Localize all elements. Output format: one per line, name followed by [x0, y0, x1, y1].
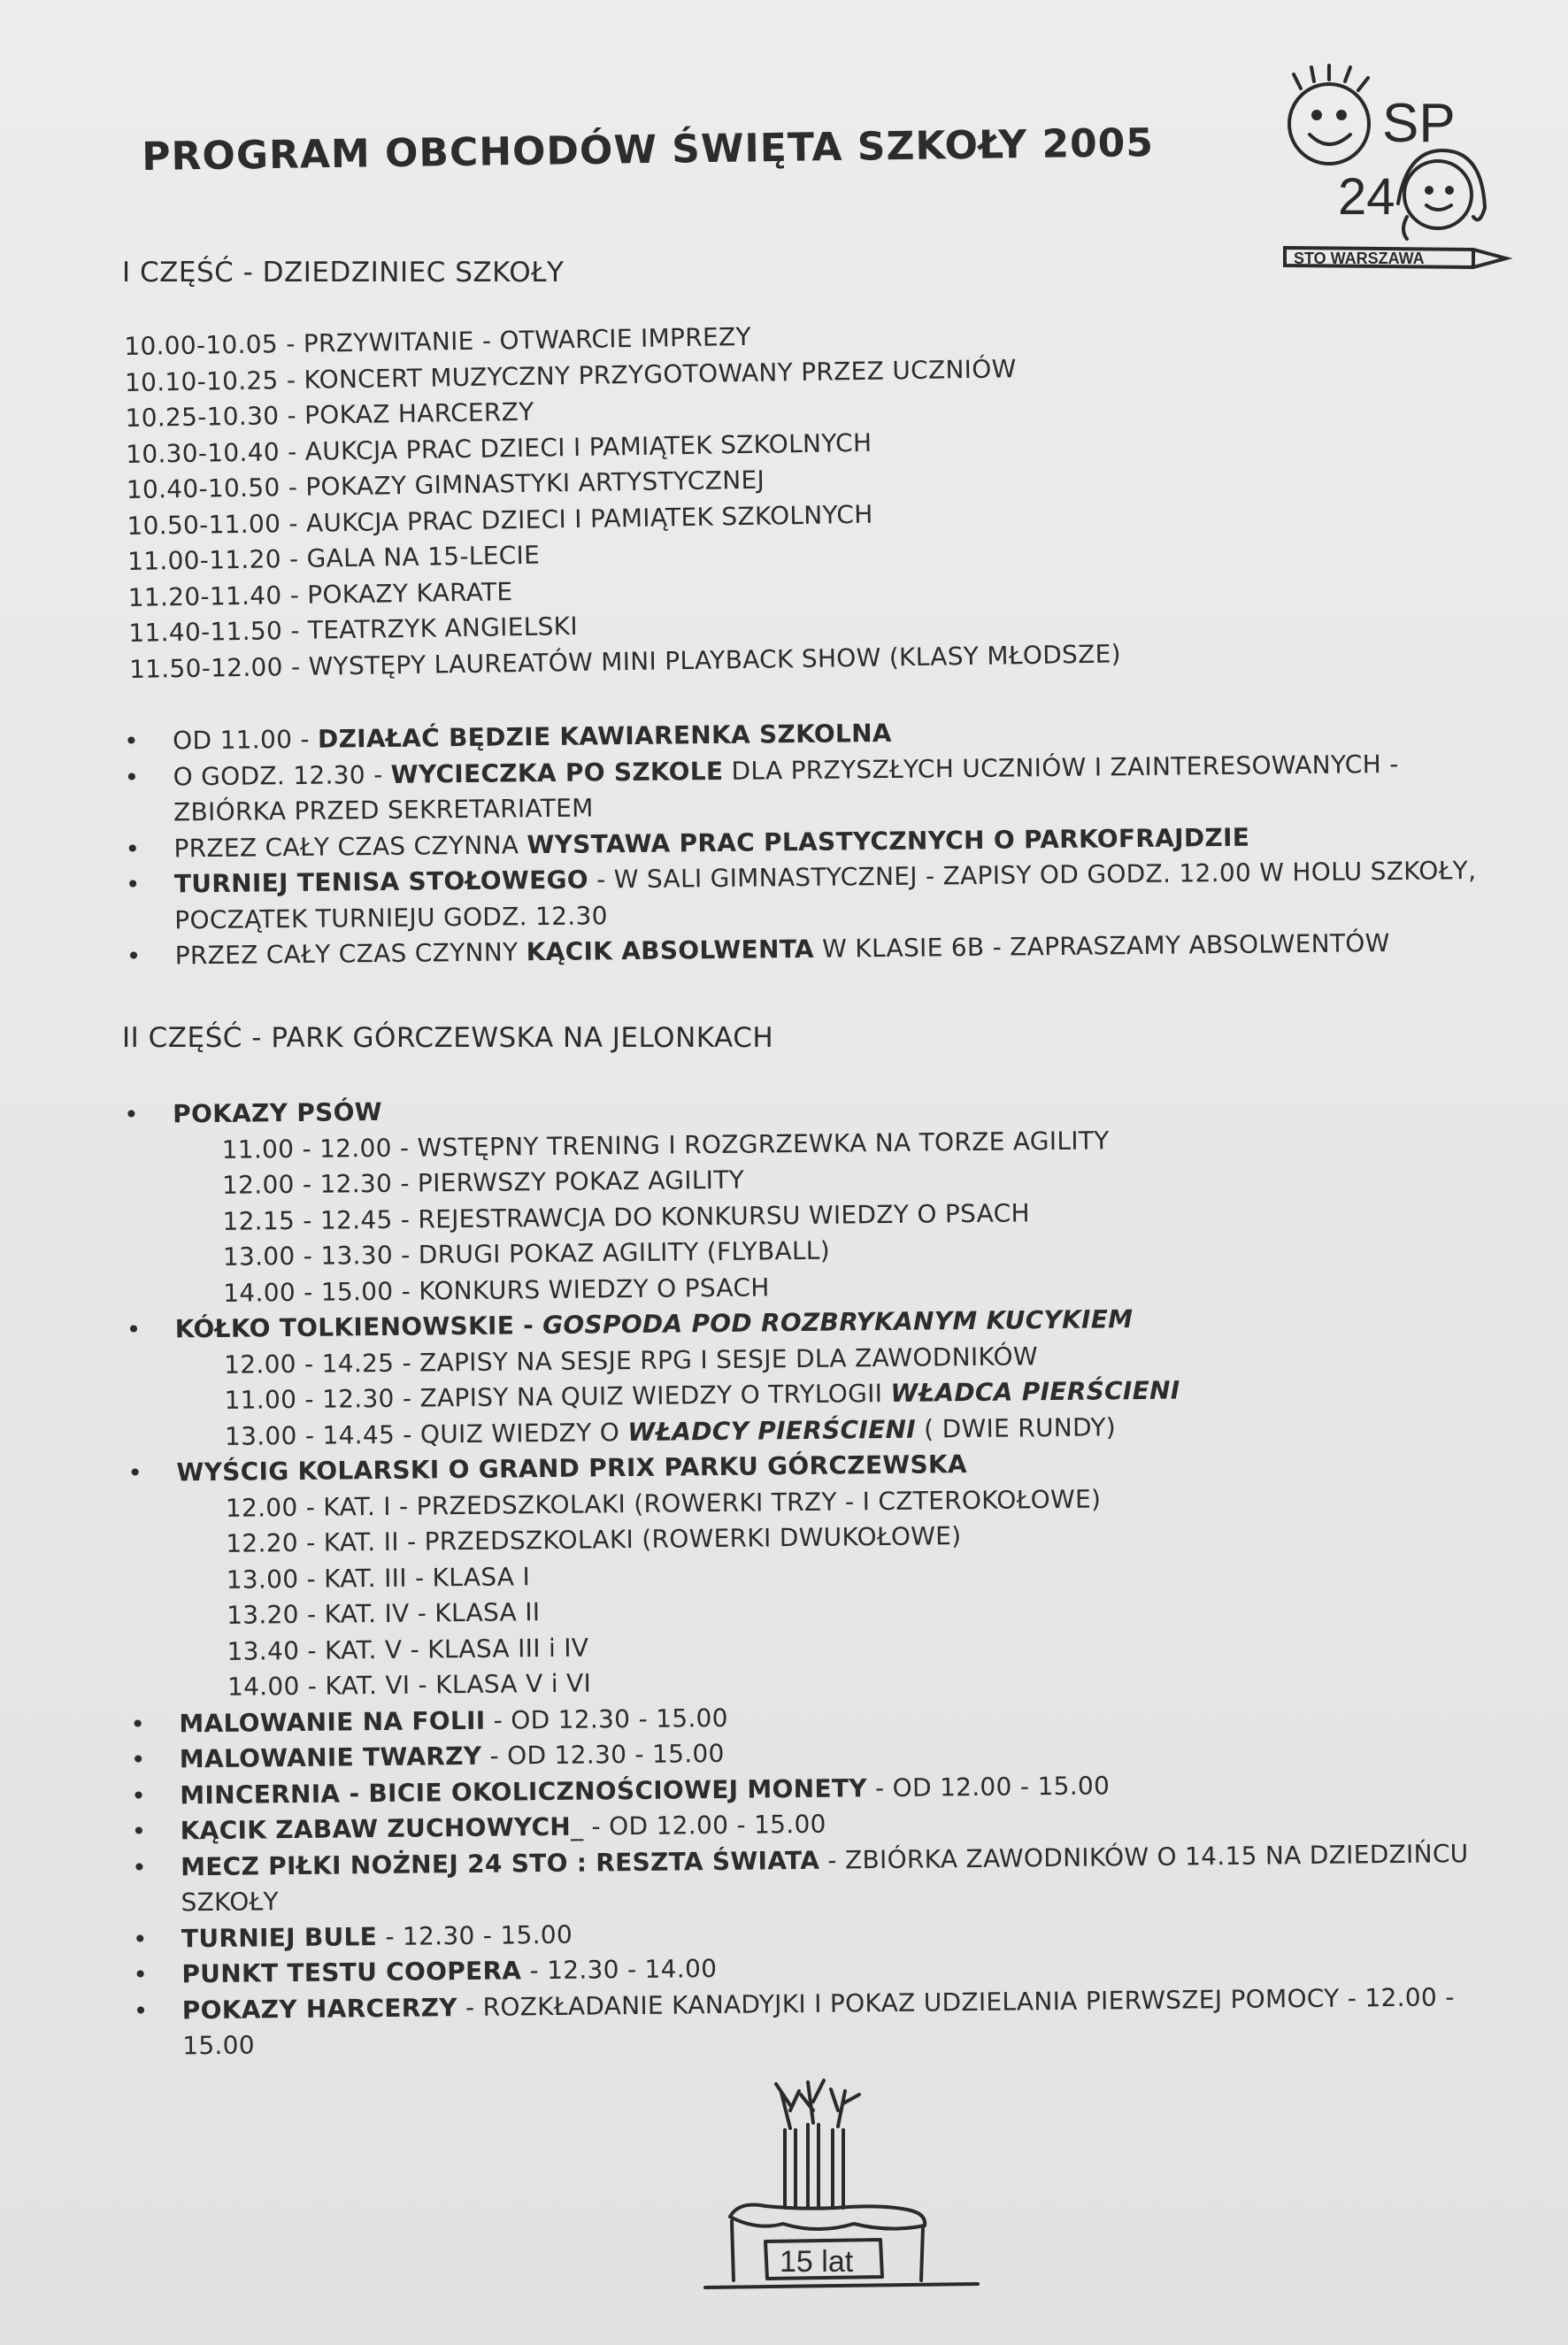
- schedule-row: 10.50-11.00 - AUKCJA PRAC DZIECI I PAMIĄTEK SZKOLNYCH: [127, 499, 873, 541]
- part2-bullet-list: [124, 1083, 1510, 2065]
- list-item: • POKAZY HARCERZY - ROZKŁADANIE KANADYJKI I POKAZ UDZIELANIA PIERWSZEJ POMOCY - 12.00 - 15.00: [134, 1979, 1510, 2064]
- part1-heading: I CZĘŚĆ - DZIEDZINIEC SZKOŁY: [122, 257, 565, 288]
- list-item: • KĄCIK ZABAW ZUCHOWYCH_ - OD 12.00 - 15.00: [131, 1800, 1507, 1850]
- list-item-race: [127, 1442, 1506, 1707]
- race-schedule: [177, 1477, 1506, 1706]
- schedule-row: 14.00 - KAT. VI - KLASA V i VI: [227, 1668, 592, 1702]
- list-item: • O GODZ. 12.30 - WYCIECZKA PO SZKOLE DLA PRZYSZŁYCH UCZNIÓW I ZAINTERESOWANYCH - ZBIÓRKA PRZED SEKRETARIATEM: [124, 745, 1501, 831]
- list-item-dogs: [124, 1083, 1502, 1312]
- schedule-row: 13.00 - KAT. III - KLASA I: [226, 1561, 531, 1595]
- svg-text:24: 24: [1338, 168, 1395, 226]
- schedule-row: 11.50-12.00 - WYSTĘPY LAUREATÓW MINI PLAYBACK SHOW (KLASY MŁODSZE): [128, 638, 1122, 684]
- list-item: • PRZEZ CAŁY CZAS CZYNNA WYSTAWA PRAC PLASTYCZNYCH O PARKOFRAJDZIE: [125, 817, 1501, 867]
- dogs-title: POKAZY PSÓW: [173, 1096, 383, 1129]
- page-title: PROGRAM OBCHODÓW ŚWIĘTA SZKOŁY 2005: [142, 120, 1155, 180]
- schedule-row: 10.30-10.40 - AUKCJA PRAC DZIECI I PAMIĄTEK SZKOLNYCH: [125, 427, 872, 469]
- list-item: • PRZEZ CAŁY CZAS CZYNNY KĄCIK ABSOLWENTA W KLASIE 6B - ZAPRASZAMY ABSOLWENTÓW: [127, 925, 1503, 975]
- schedule-row: 11.40-11.50 - TEATRZYK ANGIELSKI: [128, 611, 579, 648]
- list-item: • MALOWANIE TWARZY - OD 12.30 - 15.00: [131, 1728, 1507, 1779]
- schedule-row: 10.40-10.50 - POKAZY GIMNASTYKI ARTYSTYCZNEJ: [126, 465, 765, 504]
- dogs-schedule: [173, 1119, 1502, 1311]
- birthday-cake-icon: [703, 2075, 987, 2310]
- schedule-row: 13.00 - 14.45 - QUIZ WIEDZY O WŁADCY PIERŚCIENI ( DWIE RUNDY): [224, 1411, 1117, 1451]
- schedule-row: 10.10-10.25 - KONCERT MUZYCZNY PRZYGOTOWANY PRZEZ UCZNIÓW: [124, 353, 1017, 397]
- schedule-row: 13.00 - 13.30 - DRUGI POKAZ AGILITY (FLYBALL): [222, 1235, 831, 1272]
- schedule-row: 12.00 - 12.30 - PIERWSZY POKAZ AGILITY: [221, 1165, 745, 1200]
- list-item: • PUNKT TESTU COOPERA - 12.30 - 14.00: [133, 1943, 1509, 1994]
- schedule-row: 12.15 - 12.45 - REJESTRAWCJA DO KONKURSU WIEDZY O PSACH: [222, 1197, 1030, 1236]
- list-item-tolkien: • KÓŁKO TOLKIENOWSKIE - GOSPODA POD ROZBRYKANYM KUCYKIEM 12.00 - 14.25 - ZAPISY NA SESJE RPG I SESJE DLA ZAWODNIKÓW 11.00 - 12.30 - ZAPISY NA QUIZ WIEDZY O TRYLOGII WŁADCA PIERŚCIENI 13.00 - 14.45 - QUIZ WIEDZY O WŁADCY PIERŚCIENI ( DWIE RUNDY): [127, 1298, 1504, 1456]
- list-item: • MALOWANIE NA FOLII - OD 12.30 - 15.00: [130, 1692, 1506, 1742]
- list-item: • OD 11.00 - DZIAŁAĆ BĘDZIE KAWIARENKA SZKOLNA: [124, 710, 1500, 760]
- svg-text:SP: SP: [1382, 93, 1456, 154]
- list-item: • MECZ PIŁKI NOŻNEJ 24 STO : RESZTA ŚWIATA - ZBIÓRKA ZAWODNIKÓW O 14.15 NA DZIEDZIŃCU SZKOŁY: [132, 1835, 1509, 1921]
- part2-heading: II CZĘŚĆ - PARK GÓRCZEWSKA NA JELONKACH: [122, 1022, 774, 1054]
- tolkien-schedule: [175, 1334, 1503, 1455]
- list-item: • TURNIEJ TENISA STOŁOWEGO - W SALI GIMNASTYCZNEJ - ZAPISY OD GODZ. 12.00 W HOLU SZKOŁY, POCZĄTEK TURNIEJU GODZ. 12.30: [126, 853, 1503, 939]
- schedule-row: 13.20 - KAT. IV - KLASA II: [226, 1597, 541, 1630]
- svg-text:15 lat: 15 lat: [780, 2245, 854, 2279]
- smiley-face-icon: [1289, 84, 1369, 164]
- schedule-row: 10.00-10.05 - PRZYWITANIE - OTWARCIE IMPREZY: [124, 321, 752, 361]
- schedule-row: 12.20 - KAT. II - PRZEDSZKOLAKI (ROWERKI DWUKOŁOWE): [226, 1521, 962, 1558]
- schedule-row: 11.00-11.20 - GALA NA 15-LECIE: [127, 540, 541, 576]
- part1-schedule: [124, 311, 1280, 688]
- svg-text:STO WARSZAWA: STO WARSZAWA: [1294, 250, 1425, 267]
- list-item: • MINCERNIA - BICIE OKOLICZNOŚCIOWEJ MONETY - OD 12.00 - 15.00: [131, 1764, 1507, 1814]
- schedule-row: 12.00 - 14.25 - ZAPISY NA SESJE RPG I SESJE DLA ZAWODNIKÓW: [223, 1341, 1039, 1380]
- schedule-row: 10.25-10.30 - POKAZ HARCERZY: [125, 396, 534, 433]
- school-logo: [1274, 62, 1522, 292]
- schedule-row: 14.00 - 15.00 - KONKURS WIEDZY O PSACH: [223, 1272, 770, 1308]
- schedule-row: 13.40 - KAT. V - KLASA III i IV: [227, 1633, 589, 1666]
- list-item: • TURNIEJ BULE - 12.30 - 15.00: [133, 1907, 1509, 1957]
- schedule-row: 11.00 - 12.30 - ZAPISY NA QUIZ WIEDZY O TRYLOGII WŁADCA PIERŚCIENI: [224, 1375, 1180, 1415]
- schedule-row: 11.00 - 12.00 - WSTĘPNY TRENING I ROZGRZEWKA NA TORZE AGILITY: [221, 1125, 1110, 1165]
- schedule-row: 11.20-11.40 - POKAZY KARATE: [127, 576, 513, 612]
- part1-bullet-list: [124, 710, 1503, 975]
- race-title: WYŚCIG KOLARSKI O GRAND PRIX PARKU GÓRCZEWSKA: [176, 1449, 968, 1488]
- schedule-row: 12.00 - KAT. I - PRZEDSZKOLAKI (ROWERKI TRZY - I CZTEROKOŁOWE): [225, 1483, 1102, 1523]
